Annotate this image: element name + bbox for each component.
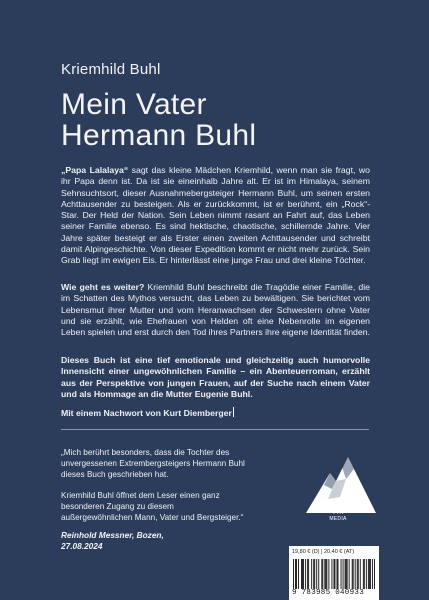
attribution-name: Reinhold Messner, Bozen, (61, 530, 164, 540)
afterword-text: Mit einem Nachwort von Kurt Diemberger (61, 408, 232, 418)
publisher-logo-text (326, 510, 350, 522)
book-title (61, 89, 256, 151)
price-label: 19,80 € (D) | 20,40 € (AT) (292, 549, 355, 555)
blurb-lead-quote: „Papa Lalalaya“ (61, 165, 129, 175)
endorsement-quote-2: Kriemhild Buhl öffnet dem Leser einen ganz besonderen Zugang zu diesem außergewöhnlichen Mann, Vater und Bergsteiger.“ (61, 491, 244, 522)
afterword-note (61, 407, 370, 419)
blurb-paragraph-1 (61, 165, 370, 267)
divider (61, 429, 369, 430)
barcode-panel (289, 546, 379, 600)
title-line-2: Hermann Buhl (61, 119, 257, 152)
publisher-logo-line-2: MEDIA (329, 516, 347, 522)
blurb-text-2: Kriemhild Buhl beschreibt die Tragödie einer Familie, die im Schatten des Mythos versucht, das Leben zu bewältigen. Sie berichtet vom Lebensmut ihrer Mutter und vom Heranwachsen der Schwestern ohne Vater und sie erzählt, wie Ehefrauen von Helden oft eine Nebenrolle im eigenen Leben spielen und erst durch den Tod ihres Partners ihre eigene Identität finden. (61, 282, 370, 338)
endorsement-attribution (61, 530, 251, 552)
blurb-lead-question: Wie geht es weiter? (61, 282, 145, 292)
attribution-date: 27.08.2024 (61, 541, 103, 551)
barcode-icon (293, 559, 375, 589)
publisher-logo-line-1: TYR (332, 510, 344, 516)
blurb-paragraph-3: Dieses Buch ist eine tief emotionale und gleichzeitig auch humorvolle Innensicht einer ungewöhnlichen Familie – ein Abenteuerroman, erzählt aus der Perspektive von jungen Frauen, auf der Suche nach einem Vater und als Hommage an die Mutter Eugenie Buhl. (61, 355, 370, 399)
author-name: Kriemhild Buhl (61, 61, 161, 78)
isbn-number: 9 783985 040933 (292, 589, 365, 597)
blurb-text-1: sagt das kleine Mädchen Kriemhild, wenn man sie fragt, wo ihr Papa denn ist. Da ist sie eineinhalb Jahre alt. Er ist im Himalaya, seinem Sehnsuchtsort, dieser Ausnahmebergsteiger Hermann Buhl, um seinen ersten Achttausender zu besteigen. Als er zurückkommt, ist er berühmt, ein „Rock“-Star. Der Held der Nation. Sein Leben nimmt rasant an Fahrt auf, das Leben seiner Familie ebenso. Es sind hektische, chaotische, schillernde Jahre. Vier Jahre später besteigt er als Erster einen zweiten Achttausender und schreibt damit Alpingeschichte. Von dieser Expedition kommt er nicht mehr zurück. Sein Grab liegt im ewigen Eis. Er hinterlässt eine junge Frau und drei kleine Töchter. (61, 165, 370, 266)
title-line-1: Mein Vater (61, 88, 207, 121)
text-cursor (233, 407, 234, 417)
endorsement-quote-1: „Mich berührt besonders, dass die Tochter des unvergessenen Extrembergsteigers Hermann Buhl dieses Buch geschrieben hat. (61, 448, 245, 479)
blurb-paragraph-2 (61, 282, 370, 338)
